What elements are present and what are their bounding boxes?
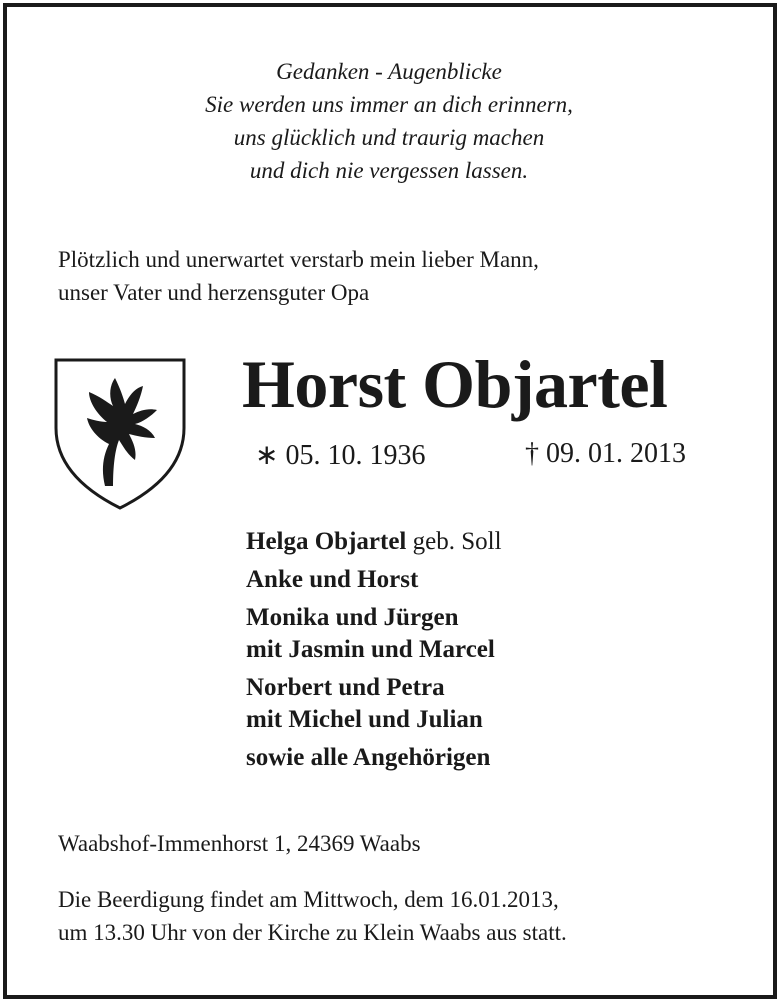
poem bbox=[0, 55, 778, 187]
poem-line: Gedanken - Augenblicke bbox=[276, 59, 502, 84]
poem-line: uns glücklich und traurig machen bbox=[233, 125, 545, 150]
funeral-line: Die Beerdigung findet am Mittwoch, dem 16.01.2013, bbox=[58, 887, 559, 912]
birth-date: ∗ 05. 10. 1936 bbox=[255, 440, 426, 471]
family-line: Anke und Horst bbox=[246, 566, 419, 593]
intro-text bbox=[58, 243, 738, 309]
family-line: Norbert und Petra bbox=[246, 674, 445, 701]
family-spouse bbox=[246, 526, 726, 558]
family-line: mit Michel und Julian bbox=[246, 706, 483, 733]
death-date: † 09. 01. 2013 bbox=[525, 438, 686, 469]
family-line: mit Jasmin und Marcel bbox=[246, 636, 495, 663]
family-list bbox=[246, 526, 726, 774]
poem-line: und dich nie vergessen lassen. bbox=[249, 158, 529, 183]
family-line: Monika und Jürgen bbox=[246, 604, 459, 631]
deceased-name: Horst Objartel bbox=[242, 346, 668, 422]
funeral-line: um 13.30 Uhr von der Kirche zu Klein Waabs aus statt. bbox=[58, 920, 567, 945]
spouse-note: geb. Soll bbox=[412, 528, 502, 555]
poem-line: Sie werden uns immer an dich erinnern, bbox=[205, 92, 573, 117]
family-line: sowie alle Angehörigen bbox=[246, 744, 491, 771]
oak-branch-shield-icon bbox=[53, 358, 187, 510]
funeral-info bbox=[58, 883, 738, 949]
address: Waabshof-Immenhorst 1, 24369 Waabs bbox=[58, 831, 421, 856]
spouse-name: Helga Objartel bbox=[246, 528, 407, 555]
intro-line: unser Vater und herzensguter Opa bbox=[58, 280, 370, 305]
intro-line: Plötzlich und unerwartet verstarb mein lieber Mann, bbox=[58, 247, 539, 272]
